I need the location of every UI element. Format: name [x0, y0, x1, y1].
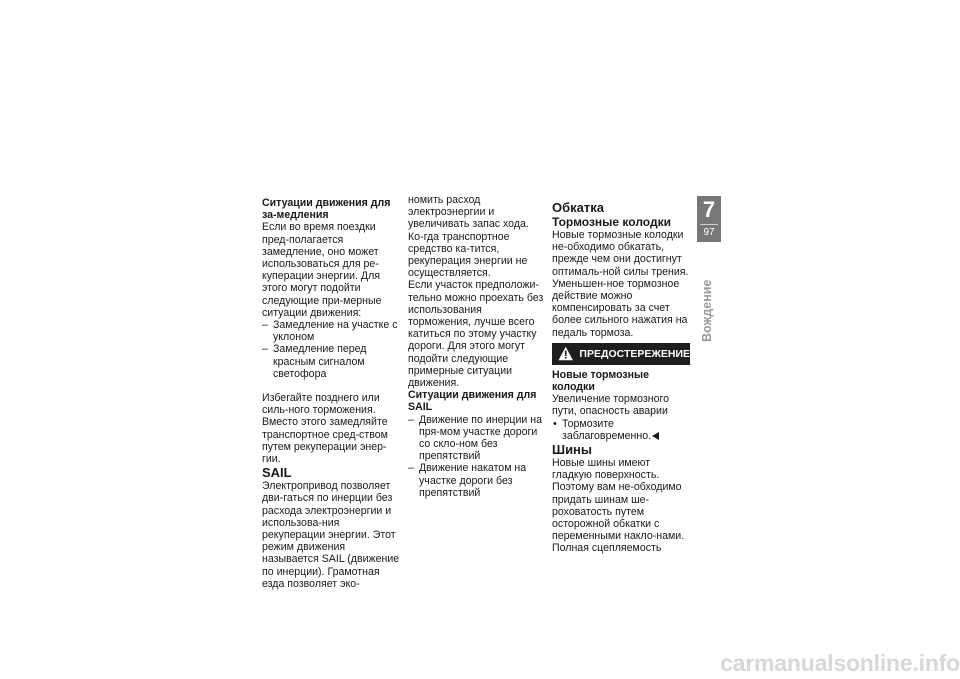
list-item: – Замедление на участке с уклоном: [262, 319, 402, 343]
paragraph: Если во время поездки пред-полагается замедление, оно может использоваться для ре-куперации энергии. Для этого могут подойти следующие при-мерные ситуации движения:: [262, 221, 382, 319]
bullet-list: [552, 418, 690, 442]
paragraph: Если участок предположи-тельно можно проехать без использования торможения, лучше всего катиться по этому участку дороги. Для этого могут подойти следующие примерные ситуации движения.: [408, 279, 544, 390]
chapter-tab: [697, 196, 721, 242]
list-item: – Движение по инерции на пря-мом участке дороги со скло-ном без препятствий: [408, 414, 545, 463]
paragraph: номить расход электроэнергии и увеличивать запас хода. Ко-гда транспортное средство ка-тится, рекуперация энергии не осуществляется.: [408, 194, 529, 280]
warning-label: ПРЕДОСТЕРЕЖЕНИЕ: [579, 347, 690, 360]
list-item: – Замедление перед красным сигналом светофора: [262, 343, 402, 380]
list-item-text: Тормозите заблаговременно.: [562, 417, 652, 442]
end-mark-icon: [652, 432, 659, 440]
warning-triangle-icon: [558, 346, 573, 361]
warning-banner: [552, 343, 690, 365]
paragraph: Избегайте позднего или силь-ного торможения. Вместо этого замедляйте транспортное сред-ством путем рекуперации энер-гии.: [262, 392, 388, 466]
heading-brake-pads: Тормозные колодки: [552, 215, 671, 229]
list-item: [552, 418, 690, 442]
chapter-number: 7: [702, 197, 716, 222]
chapter-side-title: Вождение: [700, 279, 714, 342]
page-number: 97: [703, 227, 715, 238]
column-3: [552, 197, 690, 555]
warning-text: Увеличение тормозного пути, опасность аварии: [552, 393, 669, 418]
heading-sail-situations: Ситуации движения для SAIL: [408, 389, 537, 414]
warning-title: Новые тормозные колодки: [552, 368, 649, 394]
column-1: [262, 197, 402, 590]
list-item: – Движение накатом на участке дороги без препятствий: [408, 462, 545, 499]
heading-tires: Шины: [552, 442, 593, 458]
column-2: [408, 194, 545, 499]
paragraph: Новые тормозные колодки не-обходимо обкатать, прежде чем они достигнут оптималь-ной силы трения. Уменьшен-ное тормозное действие можно компенсировать за счет более сильного нажатия на педаль тормоза.: [552, 229, 689, 339]
dash-list: [262, 319, 402, 380]
heading-break-in: Обкатка: [552, 200, 604, 215]
watermark: carmanualsonline.info: [720, 650, 960, 676]
paragraph: Новые шины имеют гладкую поверхность. Поэтому вам не-обходимо придать шинам ше-роховатость путем осторожной обкатки с переменными накло-нами. Полная сцепляемость: [552, 457, 685, 555]
dash-list: [408, 414, 545, 499]
paragraph: Электропривод позволяет дви-гаться по инерции без расхода электроэнергии и использова-ния рекуперации энергии. Этот режим движения называется SAIL (движение по инерции). Грамотная езда позволяет эко-: [262, 480, 400, 590]
heading-deceleration-situations: Ситуации движения для за-медления: [262, 197, 391, 222]
heading-sail: SAIL: [262, 465, 292, 481]
